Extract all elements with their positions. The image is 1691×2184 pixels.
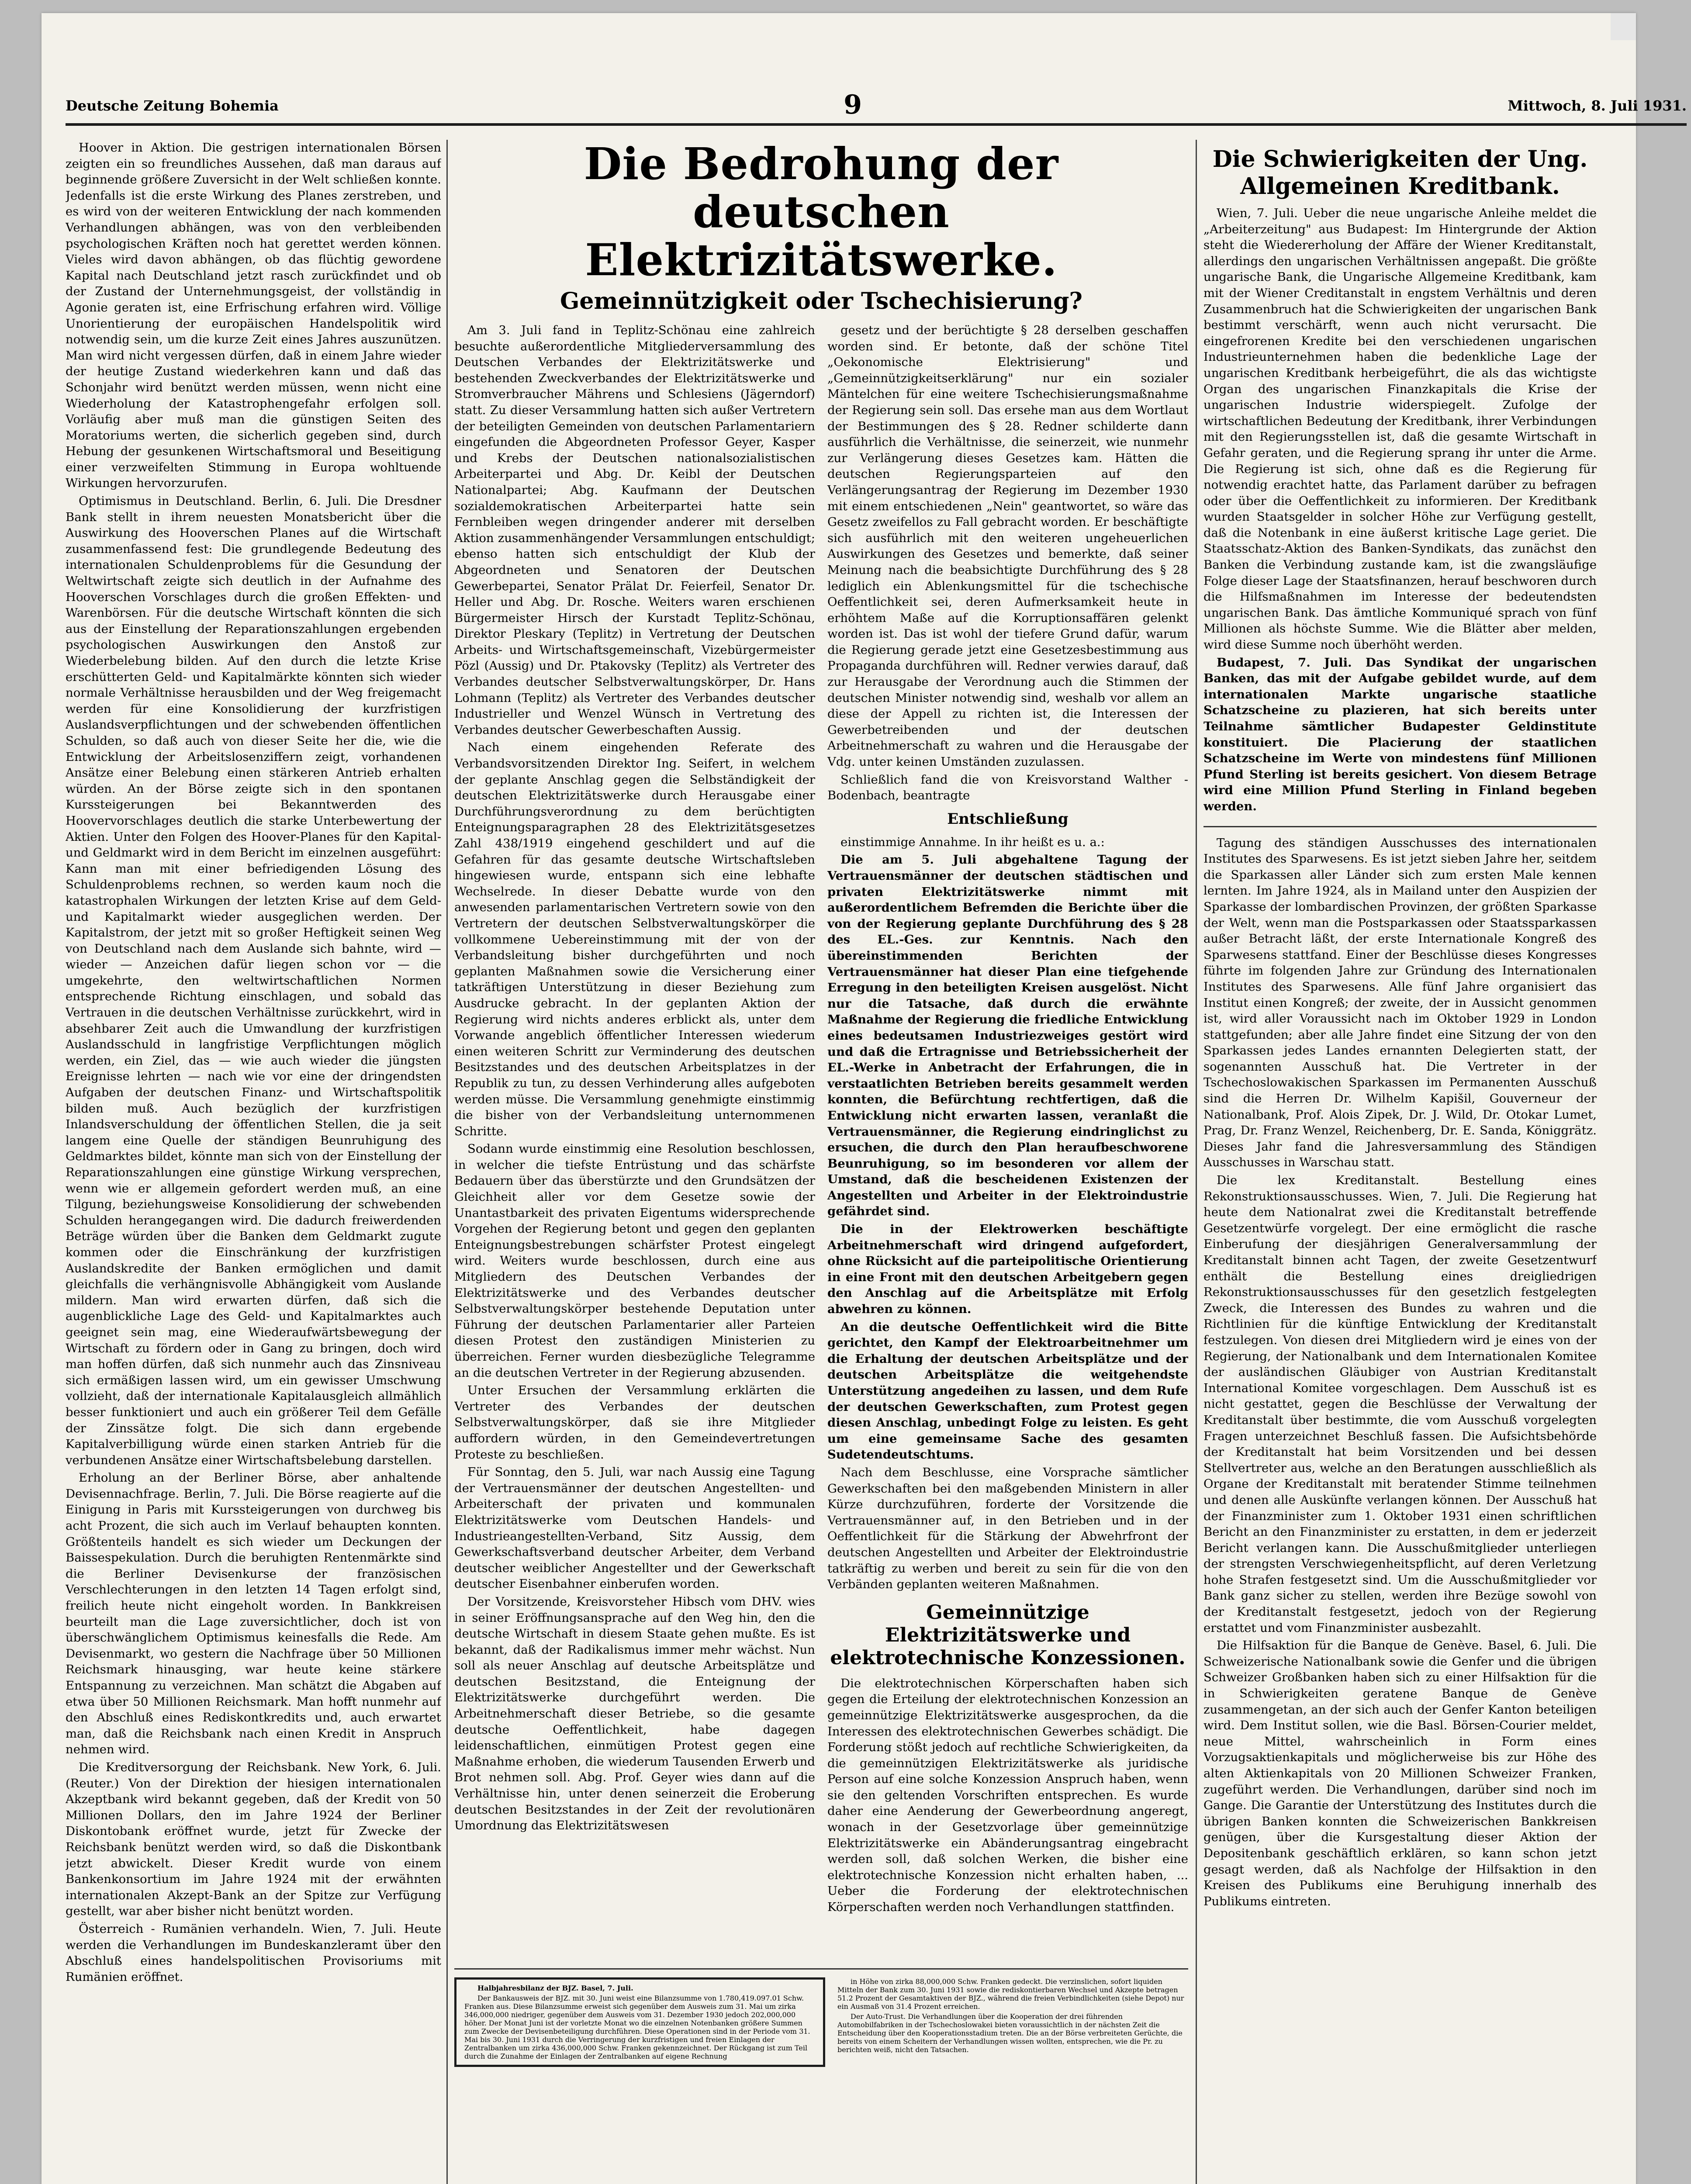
masthead <box>66 85 1687 120</box>
paragraph: Schließlich fand die von Kreisvorstand Walther - Bodenbach, beantragte <box>827 772 1188 803</box>
main-article-left-column <box>454 322 815 1915</box>
column-divider <box>1196 140 1197 2184</box>
paragraph: gesetz und der berüchtigte § 28 derselben geschaffen worden sind. Er betonte, daß der schöne Titel „Oekonomische Elektrisierung" und „Gemeinnützigkeitserklärung" nur ein sozialer Mäntelchen für eine weitere Tschechisierungsmaßnahme der Regierung sein soll. Das ersehe man aus dem Wortlaut der Bestimmungen des § 28. Redner schilderte dann ausführlich die Verhältnisse, die seinerzeit, wie nunmehr zur Verlängerung dieses Gesetzes kam. Hätten die deutschen Regierungsparteien auf den Verlängerungsantrag der Regierung im Dezember 1930 mit einem entschiedenen „Nein" geantwortet, so wäre das Gesetz zweifellos zu Fall gebracht worden. Er beschäftigte sich ausführlich mit den weiteren ungeheuerlichen Auswirkungen des Gesetzes und bemerkte, daß seiner Meinung nach die beabsichtigte Durchführung des § 28 lediglich ein Ablenkungsmittel für die tschechische Oeffentlichkeit sei, deren Aufmerksamkeit heute in erhöhtem Maße auf die Korruptionsaffären gelenkt worden ist. Das ist wohl der tiefere Grund dafür, warum die Regierung gerade jetzt eine Gesetzesbestimmung aus Propaganda durchführen will. Redner verwies darauf, daß zur Herausgabe der Verordnung auch die Stimmen der deutschen Minister notwendig sind, weshalb vor allem an diese der Appell zu richten ist, die Interessen der Gewerbetreibenden und der deutschen Arbeitnehmerschaft zu wahren und die Herausgabe der Vdg. unter keinen Umständen zuzulassen. <box>827 323 1188 769</box>
bottom-news-columns <box>454 1977 1188 2067</box>
paragraph: Sodann wurde einstimmig eine Resolution beschlossen, in welcher die tiefste Entrüstung und das schärfste Bedauern über das überstürzte und den Grundsätzen der Gleichheit aller vor dem Gesetze sowie der Unantastbarkeit des privaten Eigentums widersprechende Vorgehen der Regierung betont und gegen den geplanten Enteignungsbestrebungen schärfster Protest eingelegt wird. Weiters wurde beschlossen, durch eine aus Mitgliedern des Deutschen Verbandes der Elektrizitätswerke und des Verbandes deutscher Selbstverwaltungskörper bestehende Deputation unter Führung der deutschen Parlamentarier aller Parteien diesen Protest den zuständigen Ministerien zu überreichen. Ferner wurden diesbezügliche Telegramme an die deutschen Vertreter in der Regierung abzusenden. <box>454 1142 815 1380</box>
bis-balance-text: Der Bankausweis der BJZ. mit 30. Juni weist eine Bilanzsumme von 1.780,419.097.01 Schw. Franken aus. Diese Bilanzsumme erweist sich gegenüber dem Ausweis zum 31. Mai um zirka 346,000,000 niedriger, gegenüber dem Ausweis vom 31. Dezember 1930 jedoch 202,000,000 höher. Der Monat Juni ist der vorletzte Monat wo die einzelnen Notenbanken größere Summen zum Zwecke der Devisenbeteiligung durchführen. Diese Operationen sind in der Periode vom 31. Mai bis 30. Juni 1931 durch die Verringerung der kurzfristigen und freien Einlagen der Zentralbanken um zirka 436,000,000 Schw. Franken gekennzeichnet. Der Rückgang ist zum Teil durch die Zunahme der Einlagen der Zentralbanken auf eigene Rechnung <box>464 1994 810 2060</box>
paper-name: Deutsche Zeitung Bohemia <box>66 97 279 114</box>
separator <box>454 1968 1188 1970</box>
bottom-news-box <box>454 1957 1188 2184</box>
paragraph: einstimmige Annahme. In ihr heißt es u. a.: <box>840 835 1105 849</box>
masthead-rule <box>66 123 1687 126</box>
resolution-heading: Entschließung <box>947 810 1069 828</box>
paragraph: Die elektrotechnischen Körperschaften haben sich gegen die Erteilung der elektrotechnischen Konzession an gemeinnützige Elektrizitätswerke ausgesprochen, da die Interessen des elektrotechnischen Gewerbes schädigt. Die Forderung stößt jedoch auf rechtliche Schwierigkeiten, da die gemeinnützigen Elektrizitätswerke als juridische Person auf eine solche Konzession Anspruch haben, wenn sie den geltenden Vorschriften entsprechen. Es wurde daher eine Aenderung der Gewerbeordnung angeregt, wonach in der Gesetzvorlage über gemeinnützige Elektrizitätswerke ein Abänderungsantrag eingebracht werden soll, daß solchen Werken, die bisher eine elektrotechnische Konzession nicht erhalten haben, ... Ueber die Forderung der elektrotechnischen Körperschaften werden noch Verhandlungen stattfinden. <box>827 1676 1188 1914</box>
bis-balance-box <box>454 1977 825 2067</box>
column-economy-news <box>66 140 441 2184</box>
article-hoover: Hoover in Aktion. Die gestrigen internationalen Börsen zeigten ein so freundliches Aussehen, daß man daraus auf beginnende größere Zuversicht in der Welt schließen konnte. Jedenfalls ist die erste Wirkung des Planes zerstreben, und es wird von der weiteren Entwicklung der nach kommenden Verhandlungen abhängen, was von den verbleibenden psychologischen Kräften noch hat gerettet werden können. Vieles wird davon abhängen, ob das flüchtig gewordene Kapital nach Deutschland jetzt rasch zurückfindet und ob der Zustand der Unternehmungsgeist, der vollständig in Agonie geraten ist, eine Erfrischung erfahren wird. Völlige Unorientierung der europäischen Handelspolitik wird notwendig sein, um die kurze Zeit eines Jahres auszunützen. Man wird nicht vergessen dürfen, daß in einem Jahre wieder der heutige Zustand wiederkehren kann und daß das Schonjahr wird benützt werden müssen, wenn nicht eine Wiederholung der Katastrophengefahr erfolgen soll. Vorläufig aber muß man die günstigen Seiten des Moratoriums werten, die sicherlich gegeben sind, durch Hebung der gesunkenen Wirtschaftsmoral und Beseitigung einer verzweifelten Stimmung in Europa wohltuende Wirkungen hervorzurufen. <box>66 141 441 491</box>
main-article-columns <box>454 322 1188 1915</box>
main-article-title: Die Bedrohung der deutschen Elektrizitätswerke. <box>584 140 1059 286</box>
paragraph: Die lex Kreditanstalt. Bestellung eines Rekonstruktionsausschusses. Wien, 7. Juli. Die Regierung hat heute dem Nationalrat zwei die Kreditanstalt betreffende Gesetzentwürfe vorgelegt. Der eine ermöglicht die rasche Einberufung der diesjährigen Generalversammlung der Kreditanstalt binnen acht Tagen, der zweite Gesetzentwurf enthält die Bestellung eines dreigliedrigen Rekonstruktionsausschusses für den gesetzlich festgelegten Zweck, die Interessen des Bundes zu wahren und die Richtlinien für die künftige Entwicklung der Kreditanstalt festzulegen. Von diesen drei Mitgliedern wird je eines von der Regierung, der Nationalbank und dem Internationalen Komitee der ausländischen Gläubiger von Austrian Kreditanstalt International Komitee vorgeschlagen. Dem Ausschuß ist es nicht gestattet, gegen die Beschlüsse der Verwaltung der Kreditanstalt über bestimmte, die vom Ausschuß vorgelegten Fragen unterzeichnet Beschluß fassen. Die Aufsichtsbehörde der Kreditanstalt hat beim Vorsitzenden und bei dessen Stellvertreter aus, welche an den Beratungen ausschließlich als Organe der Kreditanstalt mit beratender Stimme teilnehmen und denen alle Auskünfte verlangen können. Der Ausschuß hat der Finanzminister zum 1. Oktober 1931 einen schriftlichen Bericht an den Finanzminister zu erstatten, in dem er jederzeit Bericht verlangen kann. Die Ausschußmitglieder unterliegen der strengsten Verschwiegenheitspflicht, auf deren Verletzung hohe Strafen festgesetzt sind. Um die Ausschußmitglieder vor Bank ganz sicher zu stellen, werden ihre Bezüge sowohl von der Kreditanstalt festgesetzt, jedoch von der Regierung erstattet und vom Finanzminister ausbezahlt. <box>1203 1173 1597 1635</box>
paragraph: Wien, 7. Juli. Ueber die neue ungarische Anleihe meldet die „Arbeiterzeitung" aus Budapest: Im Hintergrunde der Aktion steht die Wiedererholung der Affäre der Wiener Kreditanstalt, allerdings den ungarischen Verhältnissen angepaßt. Die größte ungarische Bank, die Ungarische Allgemeine Kreditbank, kam mit der Wiener Creditanstalt in engstem Verhältnis und deren Zusammenbruch hat die Schwierigkeiten der ungarischen Bank bestimmt verschärft, wenn auch nicht verursacht. Die eingefrorenen Kredite bei den verschiedenen ungarischen Industrieunternehmen haben die bedenkliche Lage der ungarischen Kreditbank herbeigeführt, die als das wichtigste Organ des ungarischen Finanzkapitals die Krise der ungarischen Industrie widerspiegelt. Zufolge der wirtschaftlichen Bedeutung der Kreditbank, ihrer Verbindungen mit den Regierungsstellen ist, daß die gesamte Wirtschaft in Gefahr geraten, und die Regierung sprang ihr unter die Arme. Die Regierung ist sich, ohne daß es die Regierung für notwendig erachtet hatte, das Parlament darüber zu befragen oder über die Oeffentlichkeit zu informieren. Der Kreditbank wurden Staatsgelder in solcher Höhe zur Verfügung gestellt, daß die Notenbank in eine äußerst kritische Lage geriet. Die Staatsschatz-Aktion des Banken-Syndikats, das zunächst den Banken die Verbindung zustande kam, ist die zwangsläufige Folge dieser Lage der Staatsfinanzen, herauf beschworen durch die Hilfsmaßnahmen im Interesse der bedeutendsten ungarischen Bank. Das ämtliche Kommuniqué sprach von fünf Millionen als höchste Summe. Wie die Blätter aber melden, wird diese Summe noch überhöht werden. <box>1203 206 1597 652</box>
resolution-text: Die am 5. Juli abgehaltene Tagung der Vertrauensmänner der deutschen städtischen und privaten Elektrizitätswerke nimmt mit außerordentlichem Befremden die Berichte über die von der Regierung geplante Durchführung des § 28 des EL.-Ges. zur Kenntnis. Nach den übereinstimmenden Berichten der Vertrauensmänner hat dieser Plan eine tiefgehende Erregung in den beteiligten Kreisen ausgelöst. Nicht nur die Tatsache, daß durch die erwähnte Maßnahme der Regierung die friedliche Entwicklung eines bedeutsamen Industriezweiges gestört wird und daß die Ertragnisse und Betriebssicherheit der EL.-Werke in Anbetracht der Erfahrungen, die in verstaatlichten Betrieben bereits gesammelt werden konnten, die Befürchtung rechtfertigen, daß die Entwicklung nicht erwarten lassen, veranlaßt die Vertrauensmänner, die Regierung eindringlichst zu ersuchen, die durch den Plan heraufbeschworene Beunruhigung, so im besonderen vor allem der Umstand, daß die bescheidenen Existenzen der Angestellten und Arbeiter in der Elektroindustrie gefährdet sind. <box>827 853 1188 1219</box>
paragraph: Nach einem eingehenden Referate des Verbandsvorsitzenden Direktor Ing. Seifert, in welchem der geplante Anschlag gegen die Selbständigkeit der deutschen Elektrizitätswerke durch Herausgabe einer Durchführungsverordnung zu dem berüchtigten Enteignungsparagraphen 28 des Elektrizitätsgesetzes Zahl 438/1919 eingehend geschildert und auf die Gefahren für das gesamte deutsche Wirtschaftsleben hingewiesen wurde, entspann sich eine lebhafte Wechselrede. In dieser Debatte wurde von den anwesenden parlamentarischen Vertretern sowie von den Vertretern der deutschen Selbstverwaltungskörper die vollkommene Uebereinstimmung mit der von der Verbandsleitung bisher durchgeführten und noch geplanten Maßnahmen sowie die Versicherung einer tatkräftigen Unterstützung in dieser Beziehung zum Ausdrucke gebracht. In der geplanten Aktion der Regierung wird nichts anderes erblickt als, unter dem Vorwande angeblich öffentlicher Interessen wiederum einen weiteren Schritt zur Verminderung des deutschen Besitzstandes und des deutschen Arbeitsplatzes in der Republik zu tun, zu dessen Verhinderung alles aufgeboten werden müsse. Die Versammlung genehmigte einstimmig die bisher von der Verbandsleitung unternommenen Schritte. <box>454 740 815 1138</box>
paragraph: Die Hilfsaktion für die Banque de Genève. Basel, 6. Juli. Die Schweizerische Nationalbank sowie die Genfer und die übrigen Schweizer Großbanken haben sich zu einer Hilfsaktion für die in Schwierigkeiten geratene Banque de Genève zusammengetan, an der sich auch der Genfer Kanton beteiligen wird. Dem Institut sollen, wie die Basl. Börsen-Courier meldet, neue Mittel, wahrscheinlich in Form eines Vorzugsaktienkapitals und möglicherweise bis zur Höhe des alten Aktienkapitals von 20 Millionen Schweizer Franken, zugeführt werden. Die Verhandlungen, darüber sind noch im Gange. Die Garantie der Unterstützung des Institutes durch die übrigen Banken konnten die Schweizerischen Bankkreisen genügen, über die Kursgestaltung dieser Aktion der Depositenbank geschäftlich erklären, so kann schon jetzt gesagt werden, daß als Nachfolge der Hilfsaktion in den Kreisen des Publikums eine Beruhigung innerhalb des Publikums eintreten. <box>1203 1638 1597 1908</box>
main-article <box>454 140 1188 2070</box>
paragraph: Der Vorsitzende, Kreisvorsteher Hibsch vom DHV. wies in seiner Eröffnungsansprache auf den Weg hin, den die deutsche Wirtschaft in diesem Staate gehen mußte. Es ist bekannt, daß der Radikalismus immer mehr wächst. Nun soll als neuer Anschlag auf deutsche Arbeitsplätze und deutschen Besitzstand, die Enteignung der Elektrizitätswerke durchgeführt werden. Die Arbeitnehmerschaft dieser Betriebe, so die gesamte deutsche Oeffentlichkeit, habe dagegen leidenschaftlichen, einmütigen Protest gegen eine Maßnahme erhoben, die wiederum Tausenden Erwerb und Brot nehmen soll. Abg. Prof. Geyer wies dann auf die Verhältnisse hin, unter denen seinerzeit die Eroberung deutschen Besitzstandes in der Zeit der revolutionären Umordnung das Elektrizitätswesen <box>454 1594 815 1833</box>
section-heading-concessions: Gemeinnützige Elektrizitätswerke und elektrotechnische Konzessionen. <box>830 1601 1186 1669</box>
article-austria-romania: Österreich - Rumänien verhandeln. Wien, 7. Juli. Heute werden die Verhandlungen im Bundeskanzleramt über den Abschluß eines handelspolitischen Provisoriums mit Rumänien eröffnet. <box>66 1921 441 1984</box>
separator <box>1203 826 1597 827</box>
paragraph: Unter Ersuchen der Versammlung erklärten die Vertreter des Verbandes der deutschen Selbstverwaltungskörper, daß sie ihre Mitglieder auffordern würden, in den Gemeindevertretungen Proteste zu beschließen. <box>454 1383 815 1462</box>
auto-trust-article: Der Auto-Trust. Die Verhandlungen über die Kooperation der drei führenden Automobilfabriken in der Tschechoslowakei bieten voraussichtlich in der nächsten Zeit die Entscheidung über den Kooperationsstadium treten. Die an der Börse verbreiteten Gerüchte, die bereits von einem Scheitern der Verhandlungen wissen wollten, entsprechen, wie die Pr. zu berichten weiß, nicht den Tatsachen. <box>837 2012 1183 2054</box>
column-hungarian-bank <box>1203 140 1597 2184</box>
bis-balance-title: Halbjahresbilanz der BJZ. Basel, 7. Juli. <box>477 1984 633 1992</box>
article-reichsbank-credit: Die Kreditversorgung der Reichsbank. New York, 6. Juli. (Reuter.) Von der Direktion der hiesigen internationalen Akzeptbank wird bekannt gegeben, daß der Kredit von 50 Millionen Dollars, den im Jahre 1924 der Berliner Diskontobank eröffnet wurde, jetzt für Zwecke der Reichsbank benützt werden wird, so daß die Diskontbank jetzt abwickelt. Dieser Kredit wurde von einem Bankenkonsortium im Jahre 1924 mit der erwähnten internationalen Akzept-Bank an der Spitze zur Verfügung gestellt, war aber bisher nicht benützt worden. <box>66 1760 441 1918</box>
paragraph: Für Sonntag, den 5. Juli, war nach Aussig eine Tagung der Vertrauensmänner der deutschen Angestellten- und Arbeiterschaft der privaten und kommunalen Elektrizitätswerke vom Deutschen Handels- und Industrieangestellten-Verband, Sitz Aussig, dem Gewerkschaftsverband deutscher Arbeiter, dem Verband deutscher weiblicher Angestellter und der Gewerkschaft deutscher Eisenbahner einberufen worden. <box>454 1465 815 1591</box>
article-title: Die Schwierigkeiten der Ung. Allgemeinen Kreditbank. <box>1212 146 1588 200</box>
paragraph: Am 3. Juli fand in Teplitz-Schönau eine zahlreich besuchte außerordentliche Mitgliederversammlung des Deutschen Verbandes der Elektrizitätswerke und bestehenden Zweckverbandes der Elektrizitätswerke und Stromverbraucher Mährens und Schlesiens (Jägerndorf) statt. Zu dieser Versammlung hatten sich außer Vertretern der beteiligten Gemeinden von deutschen Parlamentariern eingefunden die Abgeordneten Professor Geyer, Kasper und Krebs der Deutschen nationalsozialistischen Arbeiterpartei und Abg. Dr. Keibl der Deutschen Nationalpartei; Abg. Kaufmann der Deutschen sozialdemokratischen Arbeiterpartei hatte sein Fernbleiben wegen dringender anderer mit derselben Aktion zusammenhängender Versammlungen entschuldigt; ebenso hatten sich entschuldigt der Klub der Abgeordneten und Senatoren der Deutschen Gewerbepartei, Senator Prälat Dr. Feierfeil, Senator Dr. Heller und Abg. Dr. Rosche. Weiters waren erschienen Bürgermeister Hirsch der Kurstadt Teplitz-Schönau, Direktor Pleskary (Teplitz) in Vertretung der Deutschen Arbeits- und Wirtschaftsgemeinschaft, Vizebürgermeister Pözl (Aussig) und Dr. Ptakovsky (Teplitz) als Vertreter des Verbandes deutscher Selbstverwaltungskörper, Dr. Hans Lohmann (Teplitz) als Vertreter des Verbandes deutscher Industrieller und Wenzel Wünsch in Vertretung des Verbandes deutscher Gewerbeschaften Aussig. <box>454 323 815 737</box>
paragraph: Nach dem Beschlusse, eine Vorsprache sämtlicher Gewerkschaften bei den maßgebenden Ministern in aller Kürze durchzuführen, forderte der Vorsitzende die Vertrauensmänner auf, in den Betrieben und in der Oeffentlichkeit für die Stärkung der Abwehrfront der deutschen Angestellten und Arbeiter der Elektroindustrie tatkräftig zu werben und bereit zu sein für die von den Verbänden geplanten weiteren Maßnahmen. <box>827 1465 1188 1592</box>
main-article-right-column <box>827 322 1188 1915</box>
paragraph: Tagung des ständigen Ausschusses des internationalen Institutes des Sparwesens. Es ist jetzt sieben Jahre her, seitdem die Sparkassen aller Länder sich zum ersten Male kennen lernten. Im Jahre 1924, als in Mailand unter den Auspizien der Sparkasse der lombardischen Provinzen, der größten Sparkasse der Welt, wenn man die Postsparkassen oder Staatssparkassen außer Betracht läßt, der erste Internationale Kongreß des Sparwesens stattfand. Einer der Beschlüsse dieses Kongresses führte im folgenden Jahre zur Gründung des Internationalen Institutes des Sparwesens. Alle fünf Jahre organisiert das Institut einen Kongreß; der zweite, der in Aussicht genommen ist, wird aller Voraussicht nach im Oktober 1929 in London stattgefunden; aber alle Jahre findet eine Sitzung der von den Sparkassen jedes Landes ernannten Delegierten statt, der sogenannten Ausschuß hat. Die Vertreter in der Tschechoslowakischen Sparkassen im Permanenten Ausschuß sind die Herren Dr. Wilhelm Kapišil, Gouverneur der Nationalbank, Prof. Alois Zipek, Dr. J. Wild, Dr. Otokar Lumet, Prag, Dr. Franz Wenzel, Reichenberg, Dr. E. Sanda, Königgrätz. Dieses Jahr fand die Jahresversammlung des Ständigen Ausschusses in Warschau statt. <box>1203 836 1597 1170</box>
main-article-subtitle: Gemeinnützigkeit oder Tschechisierung? <box>560 288 1082 314</box>
resolution-text: An die deutsche Oeffentlichkeit wird die Bitte gerichtet, den Kampf der Elektroarbeitnehmer um die Erhaltung der deutschen Arbeitsplätze und der deutschen Arbeitsplätze die weitgehendste Unterstützung angedeihen zu lassen, und dem Rufe der deutschen Gewerkschaften, zum Protest gegen diesen Anschlag, unbedingt Folge zu leisten. Es geht um eine gemeinsame Sache des gesamten Sudetendeutschtums. <box>827 1320 1188 1462</box>
page-number: 9 <box>844 90 862 120</box>
bottom-right-news <box>837 1977 1188 2067</box>
paragraph: Budapest, 7. Juli. Das Syndikat der ungarischen Banken, das mit der Aufgabe gebildet wurde, auf dem internationalen Markte ungarische staatliche Schatzscheine zu plazieren, hat sich bereits unter Teilnahme sämtlicher Budapester Geldinstitute konstituiert. Die Placierung der staatlichen Schatzscheine im Werte von mindestens fünf Millionen Pfund Sterling ist bereits gesichert. Von diesem Betrage wird eine Million Pfund Sterling in Finland begeben werden. <box>1203 655 1597 813</box>
scan-edge-top <box>1611 13 1636 40</box>
article-berlin-boerse: Erholung an der Berliner Börse, aber anhaltende Devisennachfrage. Berlin, 7. Juli. Die Börse reagierte auf die Einigung in Paris mit Kurssteigerungen von durchweg bis acht Prozent, die sich auch im Verlauf behaupten konnten. Größtenteils handelt es sich wieder um Deckungen der Baissespekulation. Durch die beruhigten Rentenmärkte sind die Berliner Devisenkurse der französischen Verschlechterungen in den letzten 14 Tagen erfolgt sind, freilich heute nicht eingeholt worden. In Bankkreisen beurteilt man die Lage zuversichtlicher, doch ist von überschwänglichem Optimismus keinesfalls die Rede. Am Devisenmarkt, wo gestern die Nachfrage über 50 Millionen Reichsmark hinausging, war heute keine stärkere Entspannung zu verzeichnen. Man schätzt die Abgaben auf etwa über 50 Millionen Reichsmark. Man hofft nunmehr auf den Abschluß eines Rediskontkredits und, auch erwartet man, daß die Reichsbank nach einen Kredit in Anspruch nehmen wird. <box>66 1471 441 1757</box>
article-optimism-germany: Optimismus in Deutschland. Berlin, 6. Juli. Die Dresdner Bank stellt in ihrem neuesten Monatsbericht über die Auswirkung des Hooverschen Planes auf die Wirtschaft zusammenfassend fest: Die grundlegende Bedeutung des internationalen Schuldenproblems für die Gesundung der Weltwirtschaft zeigte sich deutlich in der Aufnahme des Hooverschen Vorschlages durch die großen Effekten- und Warenbörsen. Für die deutsche Wirtschaft könnten die sich aus der Einstellung der Reparationszahlungen ergebenden psychologischen Auswirkungen den Anstoß zur Wiederbelebung bilden. Auf den durch die letzte Krise erschütterten Geld- und Kapitalmärkte könnten sich wieder normale Verhältnisse herausbilden und der Weg freigemacht werden für eine Konsolidierung der kurzfristigen Auslandsverpflichtungen und der schwebenden öffentlichen Schulden, so daß auch von dieser Seite her die, wie die Entwicklung der Arbeitslosenziffern zeigt, vorhandenen Ansätze einer Belebung einen stärkeren Antrieb erhalten würden. An der Börse zeigte sich in den spontanen Kurssteigerungen bei Bekanntwerden des Hoovervorschlages deutlich die starke Unterbewertung der Aktien. Unter den Folgen des Hoover-Planes für den Kapital- und Geldmarkt wird in dem Bericht im einzelnen ausgeführt: Kann man mit einer befriedigenden Lösung des Schuldenproblems rechnen, so werden kaum noch die katastrophalen Wirkungen der letzten Krise auf dem Geld- und Kapitalmarkt wieder ausgeglichen werden. Der Kapitalstrom, der jetzt mit so großer Heftigkeit seinen Weg von Deutschland nach dem Auslande sich bahnte, wird — wieder — Anzeichen dafür liegen schon vor — die umgekehrte, den weltwirtschaftlichen Normen entsprechende Richtung einschlagen, und sobald das Vertrauen in die deutschen Verhältnisse zurückkehrt, wird in absehbarer Zeit auch die Umwandlung der kurzfristigen Auslandsschuld in langfristige Verpflichtungen möglich werden, ein Ziel, das — wie auch wieder die jüngsten Ereignisse lehrten — nach wie vor eine der dringendsten Aufgaben der deutschen Finanz- und Wirtschaftspolitik bilden muß. Auch bezüglich der kurzfristigen Inlandsverschuldung der öffentlichen Stellen, die ja seit langem eine Quelle der ständigen Beunruhigung des Geldmarktes bildet, könnte man sich von der Einstellung der Reparationszahlungen eine günstige Wirkung versprechen, wenn wie er allgemein gefordert werden muß, an eine Tilgung, beziehungsweise Konsolidierung der schwebenden Schulden herangegangen wird. Die dadurch freiwerdenden Beträge würden über die Banken dem Geldmarkt zugute kommen oder die Einschränkung der kurzfristigen Auslandskredite der Banken ermöglichen und damit gleichfalls die verhängnisvolle Abhängigkeit vom Auslande mildern. Man wird erwarten dürfen, daß sich die augenblickliche Lage des Geld- und Kapitalmarktes auch geeignet sein mag, eine Wiederaufwärtsbewegung der Wirtschaft zu fördern oder in Gang zu bringen, doch wird man hoffen dürfen, daß sich nunmehr auch das Zinsniveau sich ermäßigen lassen wird, um ein gewisser Umschwung vollzieht, daß der internationale Kapitalausgleich allmählich besser funktioniert und auch ein größerer Teil dem Gefälle der Zinssätze folgt. Die sich dann ergebende Kapitalverbilligung würde einen starken Antrieb für die verbundenen Ansätze einer Wirtschaftsbelebung darstellen. <box>66 494 441 1467</box>
issue-date: Mittwoch, 8. Juli 1931. <box>1508 97 1687 114</box>
resolution-text: Die in der Elektrowerken beschäftigte Arbeitnehmerschaft wird dringend aufgefordert, ohne Rücksicht auf die parteipolitische Orientierung in eine Front mit den deutschen Arbeitgebern gegen den Anschlag auf die Arbeitsplätze mit Erfolg abwehren zu können. <box>827 1222 1188 1317</box>
column-divider <box>446 140 448 2184</box>
bis-balance-continued: in Höhe von zirka 88,000,000 Schw. Franken gedeckt. Die verzinslichen, sofort liquiden Mitteln der Bank zum 30. Juni 1931 sowie die rediskontierbaren Wechsel und Akzepte betragen 51.2 Prozent der Gesamtaktiven der BJZ., während die freien Verbindlichkeiten (siehe Depot) nur ein Ausmaß von 31.4 Prozent erreichen. <box>837 1977 1184 2011</box>
